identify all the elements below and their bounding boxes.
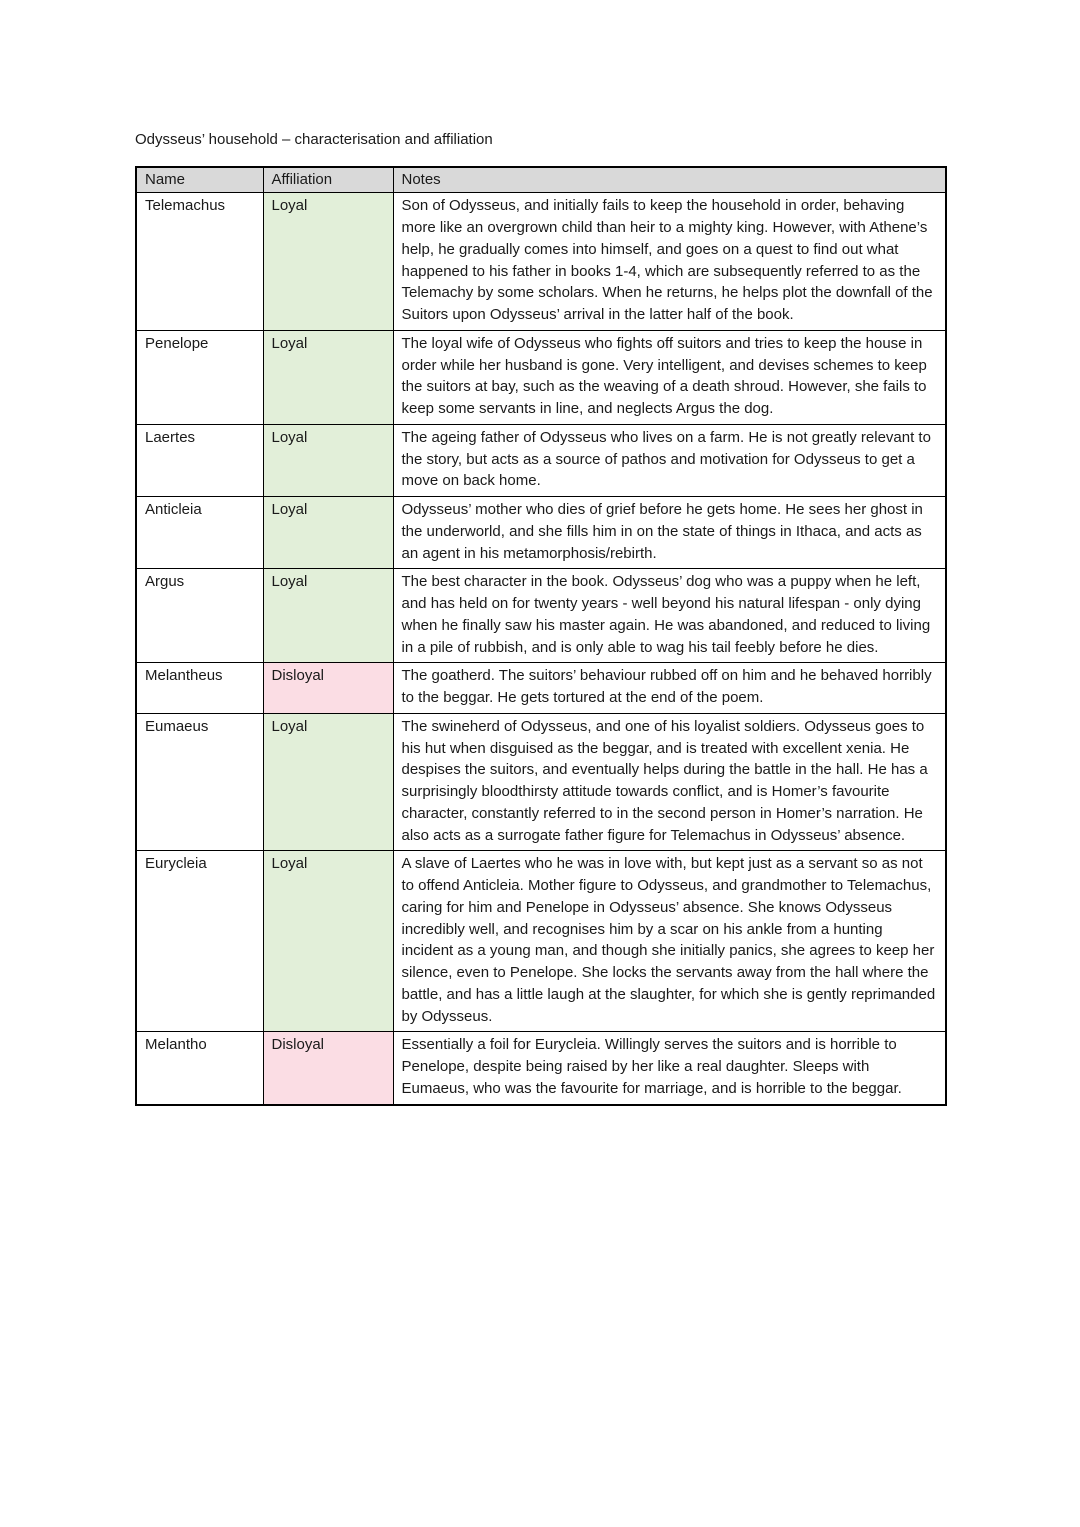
affiliation-cell: Loyal [263, 193, 393, 331]
notes-cell: Odysseus’ mother who dies of grief before he gets home. He sees her ghost in the underworld, and she fills him in on the state of things in Ithaca, and acts as an agent in his metamorphosis/rebirth. [393, 497, 946, 569]
affiliation-cell: Disloyal [263, 1032, 393, 1105]
affiliation-cell: Disloyal [263, 663, 393, 714]
column-header-name: Name [136, 167, 263, 193]
name-cell: Argus [136, 569, 263, 663]
affiliation-cell: Loyal [263, 424, 393, 496]
table-row [136, 330, 946, 424]
affiliation-cell: Loyal [263, 713, 393, 851]
name-cell: Anticleia [136, 497, 263, 569]
notes-cell: The goatherd. The suitors’ behaviour rubbed off on him and he behaved horribly to the beggar. He gets tortured at the end of the poem. [393, 663, 946, 714]
table-row [136, 497, 946, 569]
name-cell: Melantheus [136, 663, 263, 714]
affiliation-cell: Loyal [263, 330, 393, 424]
name-cell: Penelope [136, 330, 263, 424]
notes-cell: Son of Odysseus, and initially fails to keep the household in order, behaving more like an overgrown child than heir to a mighty king. However, with Athene’s help, he gradually comes into himself, and goes on a quest to find out what happened to his father in books 1-4, which are subsequently referred to as the Telemachy by some scholars. When he returns, he helps plot the downfall of the Suitors upon Odysseus’ arrival in the latter half of the book. [393, 193, 946, 331]
table-row [136, 851, 946, 1032]
table-row [136, 569, 946, 663]
table-row [136, 1032, 946, 1105]
characters-table [135, 166, 947, 1106]
name-cell: Telemachus [136, 193, 263, 331]
notes-cell: The swineherd of Odysseus, and one of his loyalist soldiers. Odysseus goes to his hut when disguised as the beggar, and is treated with excellent xenia. He despises the suitors, and eventually helps during the battle in the hall. He has a surprisingly bloodthirsty attitude towards conflict, and is Homer’s favourite character, constantly referred to in the second person in Homer’s narration. He also acts as a surrogate father figure for Telemachus in Odysseus’ absence. [393, 713, 946, 851]
notes-cell: The loyal wife of Odysseus who fights off suitors and tries to keep the house in order while her husband is gone. Very intelligent, and devises schemes to keep the suitors at bay, such as the weaving of a death shroud. However, she fails to keep some servants in line, and neglects Argus the dog. [393, 330, 946, 424]
page-title: Odysseus’ household – characterisation and affiliation [135, 131, 493, 148]
column-header-affiliation: Affiliation [263, 167, 393, 193]
name-cell: Laertes [136, 424, 263, 496]
name-cell: Melantho [136, 1032, 263, 1105]
notes-cell: Essentially a foil for Eurycleia. Willingly serves the suitors and is horrible to Penelope, despite being raised by her like a real daughter. Sleeps with Eumaeus, who was the favourite for marriage, and is horrible to the beggar. [393, 1032, 946, 1105]
table-row [136, 663, 946, 714]
notes-cell: The ageing father of Odysseus who lives on a farm. He is not greatly relevant to the story, but acts as a source of pathos and motivation for Odysseus to get a move on back home. [393, 424, 946, 496]
table-header-row [136, 167, 946, 193]
affiliation-cell: Loyal [263, 497, 393, 569]
table-row [136, 713, 946, 851]
affiliation-cell: Loyal [263, 851, 393, 1032]
table-row [136, 424, 946, 496]
name-cell: Eurycleia [136, 851, 263, 1032]
name-cell: Eumaeus [136, 713, 263, 851]
affiliation-cell: Loyal [263, 569, 393, 663]
column-header-notes: Notes [393, 167, 946, 193]
table-row [136, 193, 946, 331]
notes-cell: The best character in the book. Odysseus’ dog who was a puppy when he left, and has held on for twenty years - well beyond his natural lifespan - only dying when he finally saw his master again. He was abandoned, and reduced to living in a pile of rubbish, and is only able to wag his tail feebly before he dies. [393, 569, 946, 663]
notes-cell: A slave of Laertes who he was in love with, but kept just as a servant so as not to offend Anticleia. Mother figure to Odysseus, and grandmother to Telemachus, caring for him and Penelope in Odysseus’ absence. She knows Odysseus incredibly well, and recognises him by a scar on his ankle from a hunting incident as a young man, and though she initially panics, she agrees to keep her silence, even to Penelope. She locks the servants away from the hall where the battle, and has a little laugh at the slaughter, for which she is gently reprimanded by Odysseus. [393, 851, 946, 1032]
